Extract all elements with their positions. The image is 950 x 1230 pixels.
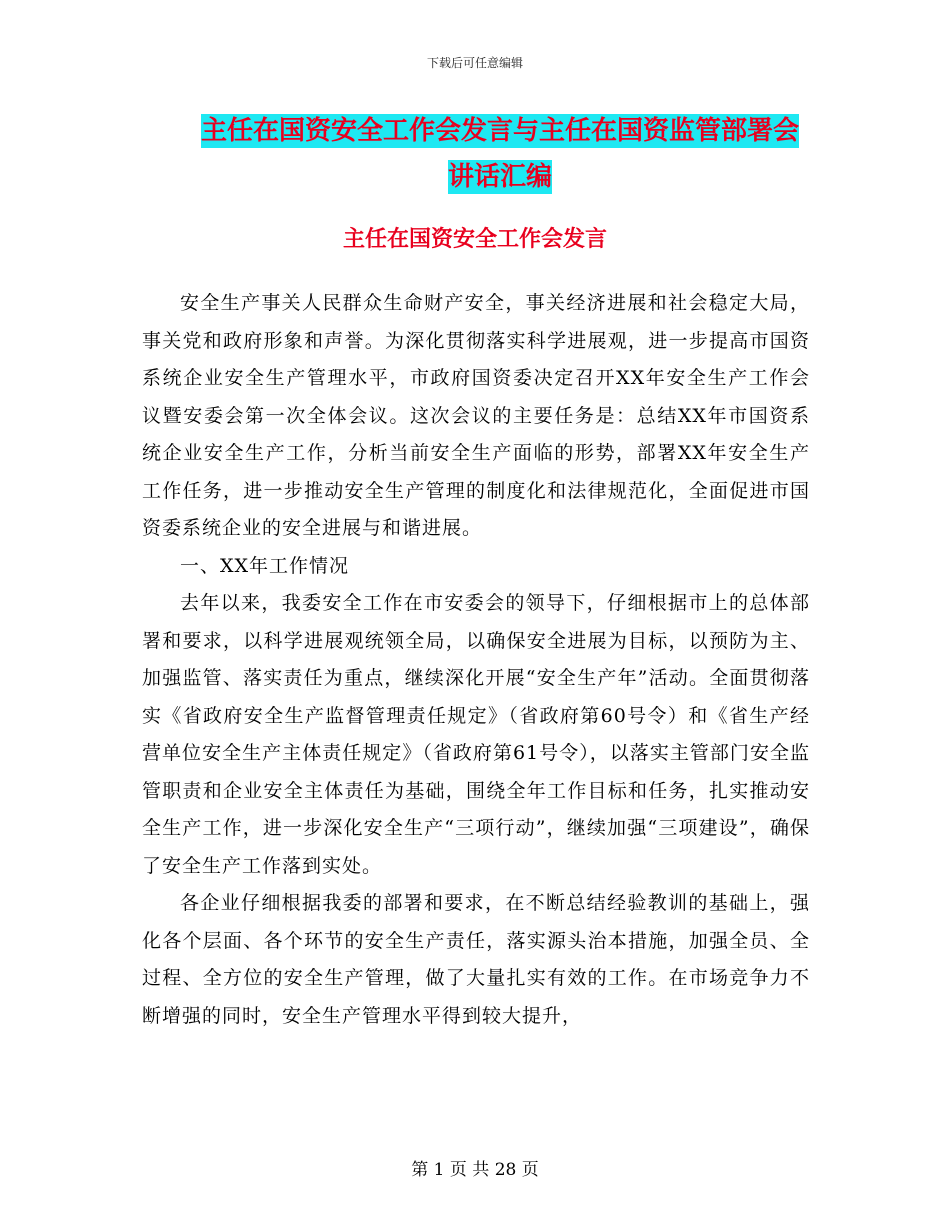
- section-title: 主任在国资安全工作会发言: [342, 226, 607, 252]
- document-body: [142, 285, 810, 1035]
- paragraph-enterprise-work: 各企业仔细根据我委的部署和要求，在不断总结经验教训的基础上，强化各个层面、各个环节的安全生产责任，落实源头治本措施，加强全员、全过程、全方位的安全生产管理，做了大量扎实有效的工作。在市场竞争力不断增强的同时，安全生产管理水平得到较大提升，: [142, 892, 810, 1027]
- document-title: [140, 108, 860, 200]
- paragraph-heading: 一、XX年工作情况: [180, 554, 350, 577]
- page-header-note: 下载后可任意编辑: [426, 56, 523, 70]
- page-number: 第 1 页 共 28 页: [411, 1160, 539, 1180]
- document-title-line2: 讲话汇编: [447, 162, 552, 192]
- paragraph-work-summary: 去年以来，我委安全工作在市安委会的领导下，仔细根据市上的总体部署和要求，以科学进展观统领全局，以确保安全进展为目标，以预防为主、加强监管、落实责任为重点，继续深化开展“安全生产年”活动。全面贯彻落实《省政府安全生产监督管理责任规定》（省政府第60号令）和《省生产经营单位安全生产主体责任规定》（省政府第61号令），以落实主管部门安全监管职责和企业安全主体责任为基础，围绕全年工作目标和任务，扎实推动安全生产工作，进一步深化安全生产“三项行动”，继续加强“三项建设”，确保了安全生产工作落到实处。: [142, 592, 810, 877]
- paragraph-intro: 安全生产事关人民群众生命财产安全，事关经济进展和社会稳定大局，事关党和政府形象和声誉。为深化贯彻落实科学进展观，进一步提高市国资系统企业安全生产管理水平，市政府国资委决定召开XX年安全生产工作会议暨安委会第一次全体会议。这次会议的主要任务是：总结XX年市国资系统企业安全生产工作，分析当前安全生产面临的形势，部署XX年安全生产工作任务，进一步推动安全生产管理的制度化和法律规范化，全面促进市国资委系统企业的安全进展与和谐进展。: [142, 292, 810, 539]
- document-title-line1: 主任在国资安全工作会发言与主任在国资监管部署会: [200, 116, 799, 146]
